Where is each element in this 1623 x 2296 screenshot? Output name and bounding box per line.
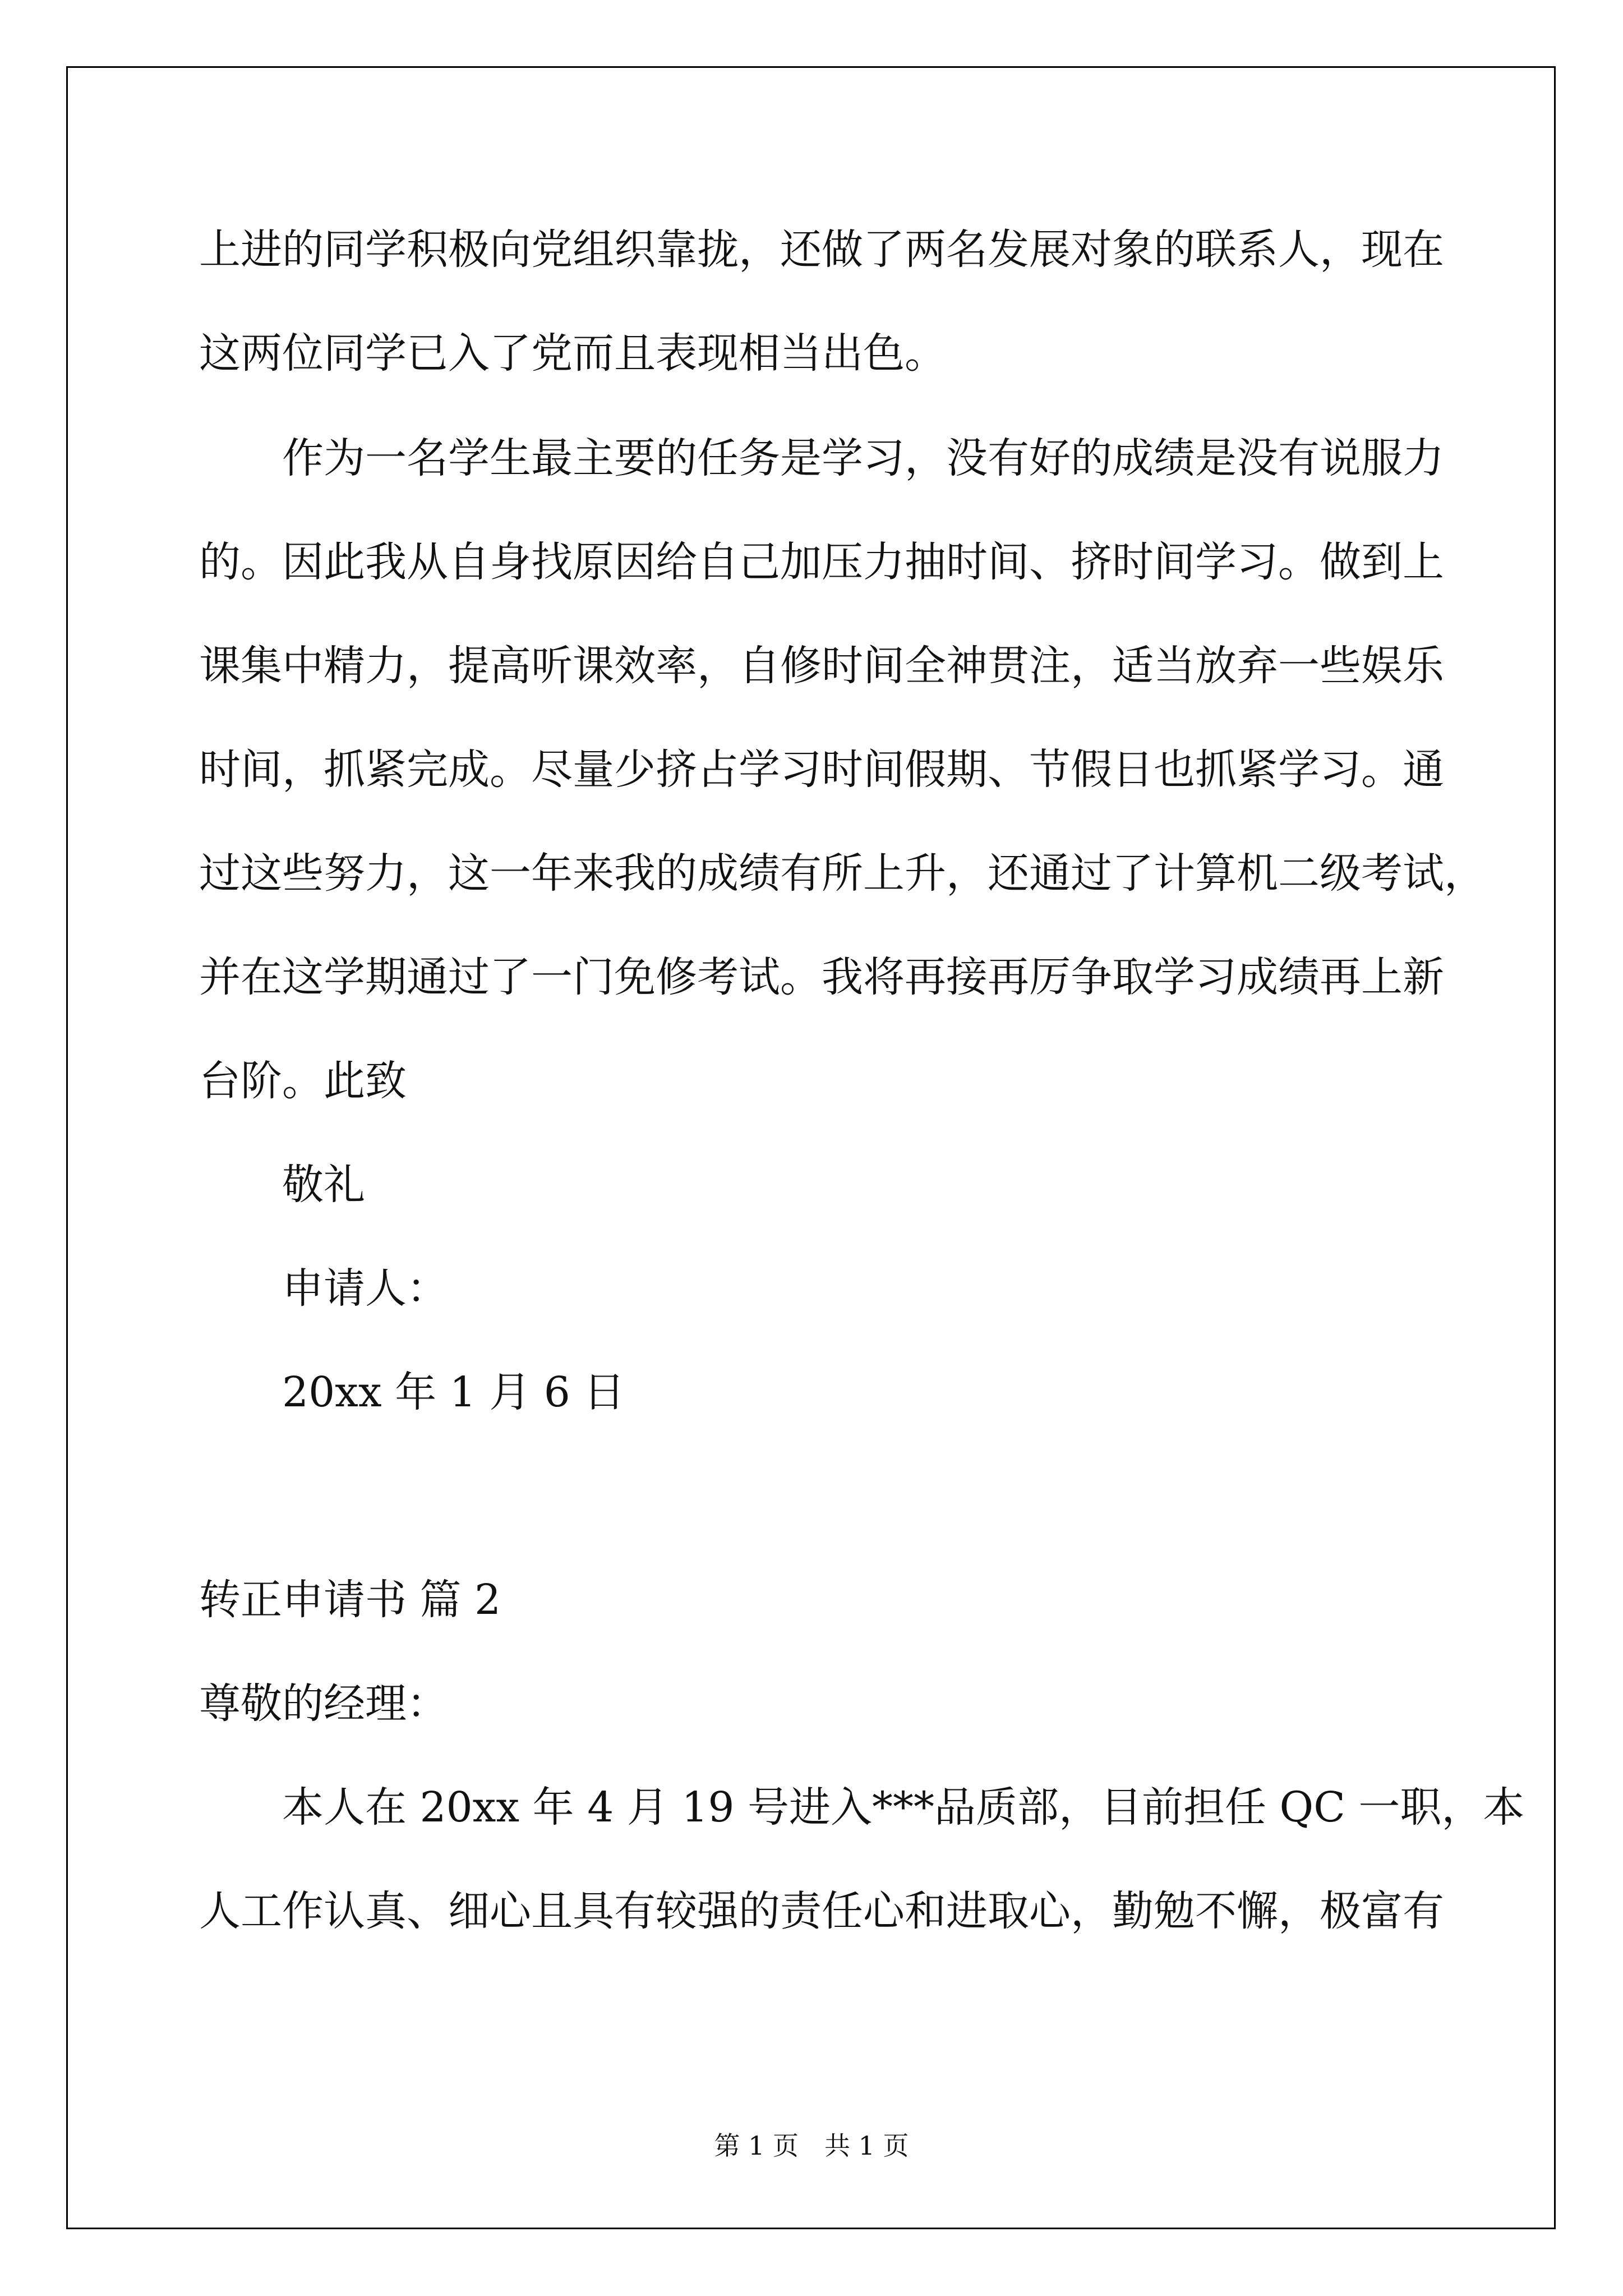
- applicant-label: 申请人：: [199, 1264, 448, 1313]
- section-heading: 转正申请书 篇 2: [199, 1576, 501, 1624]
- body-line-7: 过这些努力，这一年来我的成绩有所上升，还通过了计算机二级考试，: [199, 849, 1486, 898]
- body-line-16: 人工作认真、细心且具有较强的责任心和进取心，勤勉不懈，极富有: [199, 1887, 1444, 1935]
- body-line-4: 的。因此我从自身找原因给自己加压力抽时间、挤时间学习。做到上: [199, 538, 1444, 586]
- body-line-5: 课集中精力，提高听课效率，自修时间全神贯注，适当放弃一些娱乐: [199, 642, 1444, 690]
- greeting-line: 尊敬的经理：: [199, 1680, 448, 1728]
- body-line-2: 这两位同学已入了党而且表现相当出色。: [199, 329, 946, 378]
- body-line-1: 上进的同学积极向党组织靠拢，还做了两名发展对象的联系人，现在: [199, 226, 1444, 274]
- page-number-footer: 第 1 页 共 1 页: [714, 2131, 909, 2161]
- body-line-8: 并在这学期通过了一门免修考试。我将再接再厉争取学习成绩再上新: [199, 953, 1444, 1001]
- body-line-3: 作为一名学生最主要的任务是学习，没有好的成绩是没有说服力: [199, 434, 1444, 482]
- body-line-15: 本人在 20xx 年 4 月 19 号进入***品质部，目前担任 QC 一职，本: [199, 1783, 1525, 1832]
- body-line-6: 时间，抓紧完成。尽量少挤占学习时间假期、节假日也抓紧学习。通: [199, 746, 1444, 794]
- closing-salutation: 敬礼: [199, 1161, 365, 1209]
- body-line-9: 台阶。此致: [199, 1057, 407, 1105]
- date-line: 20xx 年 1 月 6 日: [199, 1368, 625, 1416]
